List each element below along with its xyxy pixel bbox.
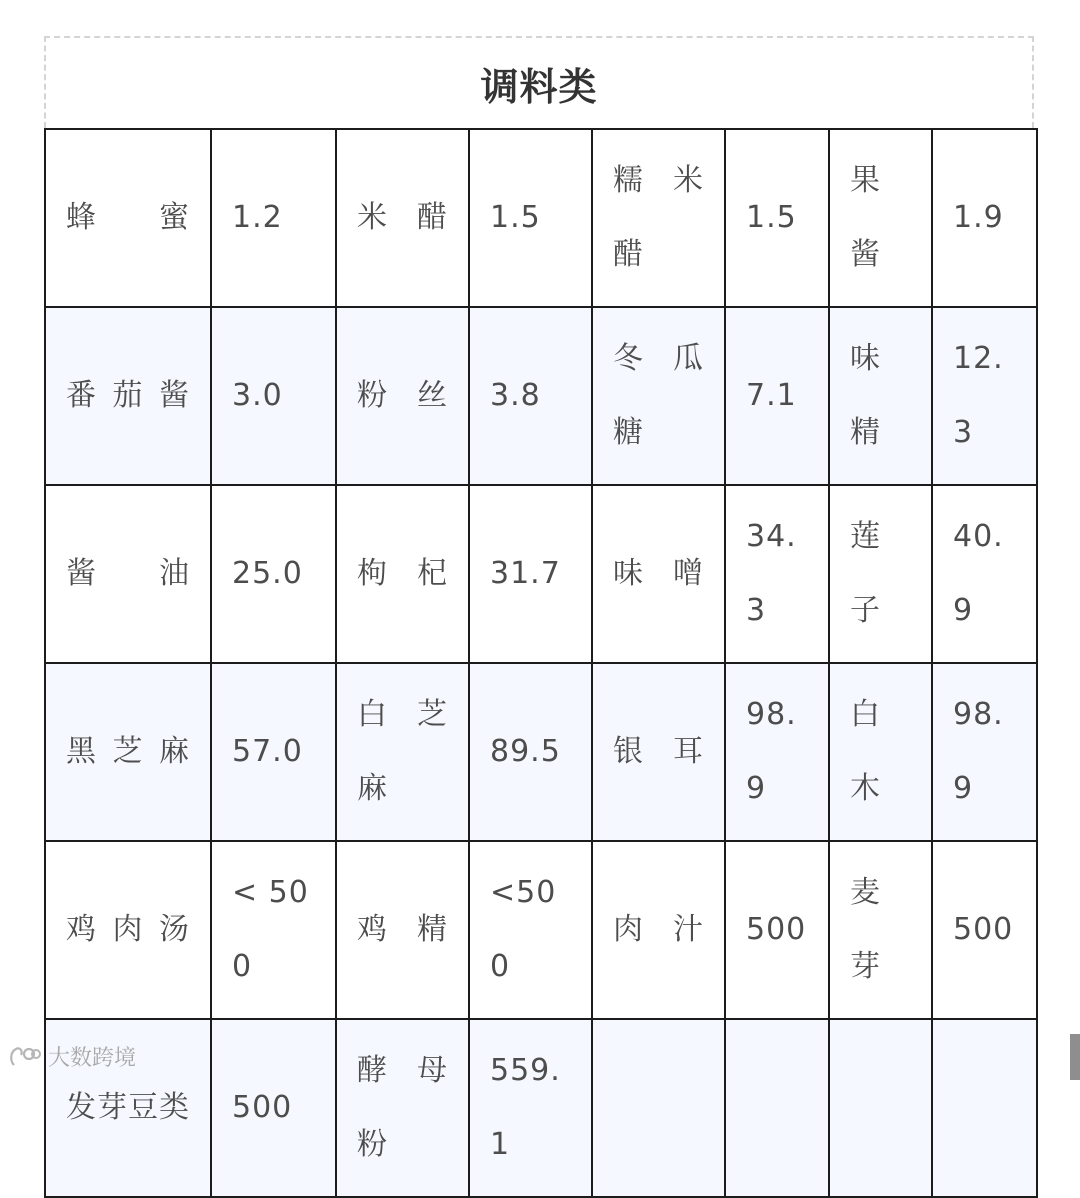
item-name-cell: 冬瓜糖	[592, 307, 725, 485]
item-value-cell: 1.2	[211, 129, 336, 307]
item-value-cell: 89.5	[469, 663, 592, 841]
table-row	[45, 663, 1037, 841]
item-name-cell: 麦芽	[829, 841, 932, 1019]
item-name-cell: 蜂蜜	[45, 129, 211, 307]
table-row	[45, 307, 1037, 485]
item-value-cell: <500	[469, 841, 592, 1019]
item-name-cell	[592, 1019, 725, 1197]
item-name-cell: 发芽豆类	[45, 1019, 211, 1197]
item-value-cell: 1.9	[932, 129, 1037, 307]
table-row	[45, 841, 1037, 1019]
item-value-cell: 3.0	[211, 307, 336, 485]
watermark	[8, 1041, 136, 1072]
item-value-cell: 500	[211, 1019, 336, 1197]
item-value-cell: 34.3	[725, 485, 829, 663]
table-row	[45, 129, 1037, 307]
table-row	[45, 485, 1037, 663]
item-name-cell: 米醋	[336, 129, 469, 307]
table-title: 调料类	[480, 64, 598, 109]
item-name-cell: 枸杞	[336, 485, 469, 663]
item-name-cell: 酱油	[45, 485, 211, 663]
table-row	[45, 1019, 1037, 1197]
item-name-cell: 肉汁	[592, 841, 725, 1019]
item-value-cell: 559.1	[469, 1019, 592, 1197]
item-name-cell: 粉丝	[336, 307, 469, 485]
item-value-cell: 57.0	[211, 663, 336, 841]
item-value-cell: 98.9	[932, 663, 1037, 841]
item-value-cell	[932, 1019, 1037, 1197]
item-value-cell: 1.5	[725, 129, 829, 307]
seasoning-table	[44, 128, 1038, 1198]
item-name-cell: 番茄酱	[45, 307, 211, 485]
title-header	[44, 36, 1034, 128]
table-body	[45, 129, 1037, 1197]
item-name-cell: 黑芝麻	[45, 663, 211, 841]
item-name-cell: 白木	[829, 663, 932, 841]
item-name-cell: 鸡肉汤	[45, 841, 211, 1019]
brand-logo-icon	[8, 1043, 42, 1071]
item-name-cell	[829, 1019, 932, 1197]
item-name-cell: 酵母粉	[336, 1019, 469, 1197]
item-value-cell: 25.0	[211, 485, 336, 663]
item-value-cell: 12.3	[932, 307, 1037, 485]
item-value-cell: 7.1	[725, 307, 829, 485]
item-name-cell: 糯米醋	[592, 129, 725, 307]
item-value-cell: 500	[725, 841, 829, 1019]
scrollbar-thumb[interactable]	[1070, 1034, 1080, 1080]
item-value-cell: < 500	[211, 841, 336, 1019]
item-value-cell: 500	[932, 841, 1037, 1019]
item-name-cell: 果酱	[829, 129, 932, 307]
item-value-cell: 40.9	[932, 485, 1037, 663]
item-value-cell: 1.5	[469, 129, 592, 307]
item-name-cell: 莲子	[829, 485, 932, 663]
item-name-cell: 味精	[829, 307, 932, 485]
item-value-cell	[725, 1019, 829, 1197]
item-value-cell: 98.9	[725, 663, 829, 841]
item-name-cell: 银耳	[592, 663, 725, 841]
item-name-cell: 白芝麻	[336, 663, 469, 841]
item-value-cell: 3.8	[469, 307, 592, 485]
watermark-text: 大数跨境	[48, 1046, 137, 1071]
item-name-cell: 味噌	[592, 485, 725, 663]
item-value-cell: 31.7	[469, 485, 592, 663]
item-name-cell: 鸡精	[336, 841, 469, 1019]
